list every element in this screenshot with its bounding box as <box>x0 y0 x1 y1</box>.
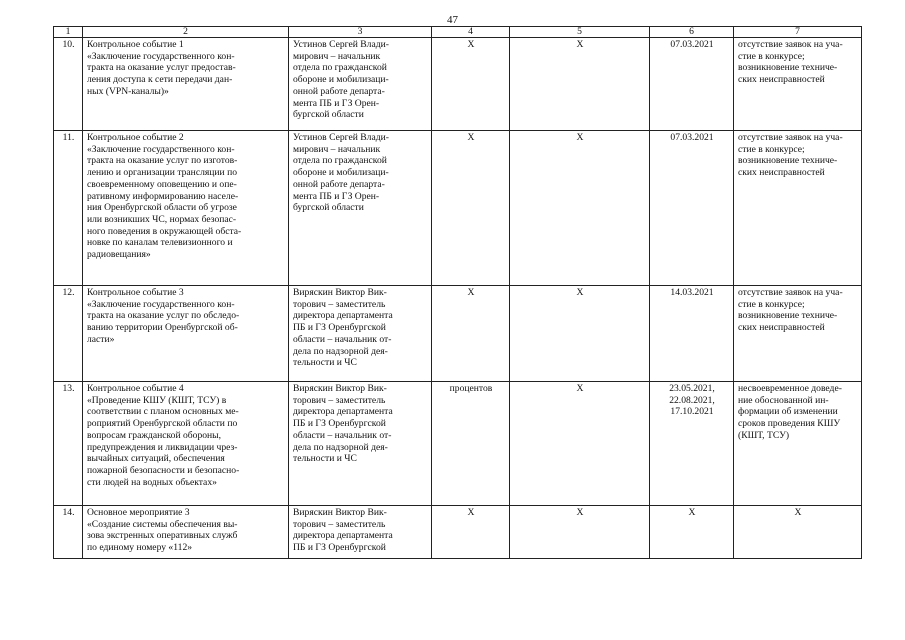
risks-cell: отсутствие заявок на уча- стие в конкурсе; возникновение техниче- ских неисправностей <box>734 286 862 382</box>
table-row <box>54 38 862 131</box>
event-cell: Основное мероприятие 3 «Создание системы обеспечения вы- зова экстренных оперативных служб по единому номеру «112» <box>83 506 289 559</box>
plan-table <box>53 26 862 559</box>
table-row <box>54 382 862 506</box>
unit-cell: процентов <box>432 382 510 506</box>
value-cell: Х <box>510 506 650 559</box>
column-header: 4 <box>432 27 510 38</box>
column-header-row <box>54 27 862 38</box>
value-cell: Х <box>510 382 650 506</box>
row-number: 10. <box>54 38 83 131</box>
unit-cell: Х <box>432 286 510 382</box>
column-header: 1 <box>54 27 83 38</box>
row-number: 14. <box>54 506 83 559</box>
date-cell: 14.03.2021 <box>650 286 734 382</box>
unit-cell: Х <box>432 38 510 131</box>
risks-cell: отсутствие заявок на уча- стие в конкурсе; возникновение техниче- ских неисправностей <box>734 38 862 131</box>
table-row <box>54 131 862 286</box>
responsible-cell: Виряскин Виктор Вик- торович – заместитель директора департамента ПБ и ГЗ Оренбургской области – начальник от- дела по надзорной дея- тельности и ЧС <box>289 286 432 382</box>
value-cell: Х <box>510 286 650 382</box>
column-header: 7 <box>734 27 862 38</box>
table-row <box>54 506 862 559</box>
unit-cell: Х <box>432 506 510 559</box>
risks-cell: отсутствие заявок на уча- стие в конкурсе; возникновение техниче- ских неисправностей <box>734 131 862 286</box>
column-header: 5 <box>510 27 650 38</box>
event-cell: Контрольное событие 4 «Проведение КШУ (КШТ, ТСУ) в соответствии с планом основных ме- роприятий Оренбургской области по вопросам гражданской обороны, предупреждения и ликвидации чрез- вычайных ситуаций, обеспечения пожарной безопасности и безопасно- сти людей на водных объектах» <box>83 382 289 506</box>
responsible-cell: Устинов Сергей Влади- мирович – начальник отдела по гражданской обороне и мобилизаци- онной работе департа- мента ПБ и ГЗ Орен- бургской области <box>289 131 432 286</box>
value-cell: Х <box>510 38 650 131</box>
event-cell: Контрольное событие 1 «Заключение государственного кон- тракта на оказание услуг предостав- ления доступа к сети передачи дан- ных (VPN-каналы)» <box>83 38 289 131</box>
event-cell: Контрольное событие 2 «Заключение государственного кон- тракта на оказание услуг по изготов- лению и организации трансляции по своевременному оповещению и опе- ративному информированию населе- ния Оренбургской области об угрозе или возникших ЧС, нормах безопас- ного поведения в окружающей обста- новке по каналам телевизионного и радиовещания» <box>83 131 289 286</box>
column-header: 3 <box>289 27 432 38</box>
date-cell: 07.03.2021 <box>650 38 734 131</box>
responsible-cell: Виряскин Виктор Вик- торович – заместитель директора департамента ПБ и ГЗ Оренбургской области – начальник от- дела по надзорной дея- тельности и ЧС <box>289 382 432 506</box>
responsible-cell: Виряскин Виктор Вик- торович – заместитель директора департамента ПБ и ГЗ Оренбургской <box>289 506 432 559</box>
row-number: 13. <box>54 382 83 506</box>
page-number: 47 <box>447 14 458 26</box>
responsible-cell: Устинов Сергей Влади- мирович – начальник отдела по гражданской обороне и мобилизаци- онной работе департа- мента ПБ и ГЗ Орен- бургской области <box>289 38 432 131</box>
event-cell: Контрольное событие 3 «Заключение государственного кон- тракта на оказание услуг по обследо- ванию территории Оренбургской об- ласти» <box>83 286 289 382</box>
table-row <box>54 286 862 382</box>
row-number: 12. <box>54 286 83 382</box>
column-header: 2 <box>83 27 289 38</box>
date-cell: Х <box>650 506 734 559</box>
risks-cell: несвоевременное доведе- ние обоснованной ин- формации об изменении сроков проведения КШУ (КШТ, ТСУ) <box>734 382 862 506</box>
row-number: 11. <box>54 131 83 286</box>
value-cell: Х <box>510 131 650 286</box>
column-header: 6 <box>650 27 734 38</box>
date-cell: 23.05.2021, 22.08.2021, 17.10.2021 <box>650 382 734 506</box>
unit-cell: Х <box>432 131 510 286</box>
date-cell: 07.03.2021 <box>650 131 734 286</box>
risks-cell: Х <box>734 506 862 559</box>
